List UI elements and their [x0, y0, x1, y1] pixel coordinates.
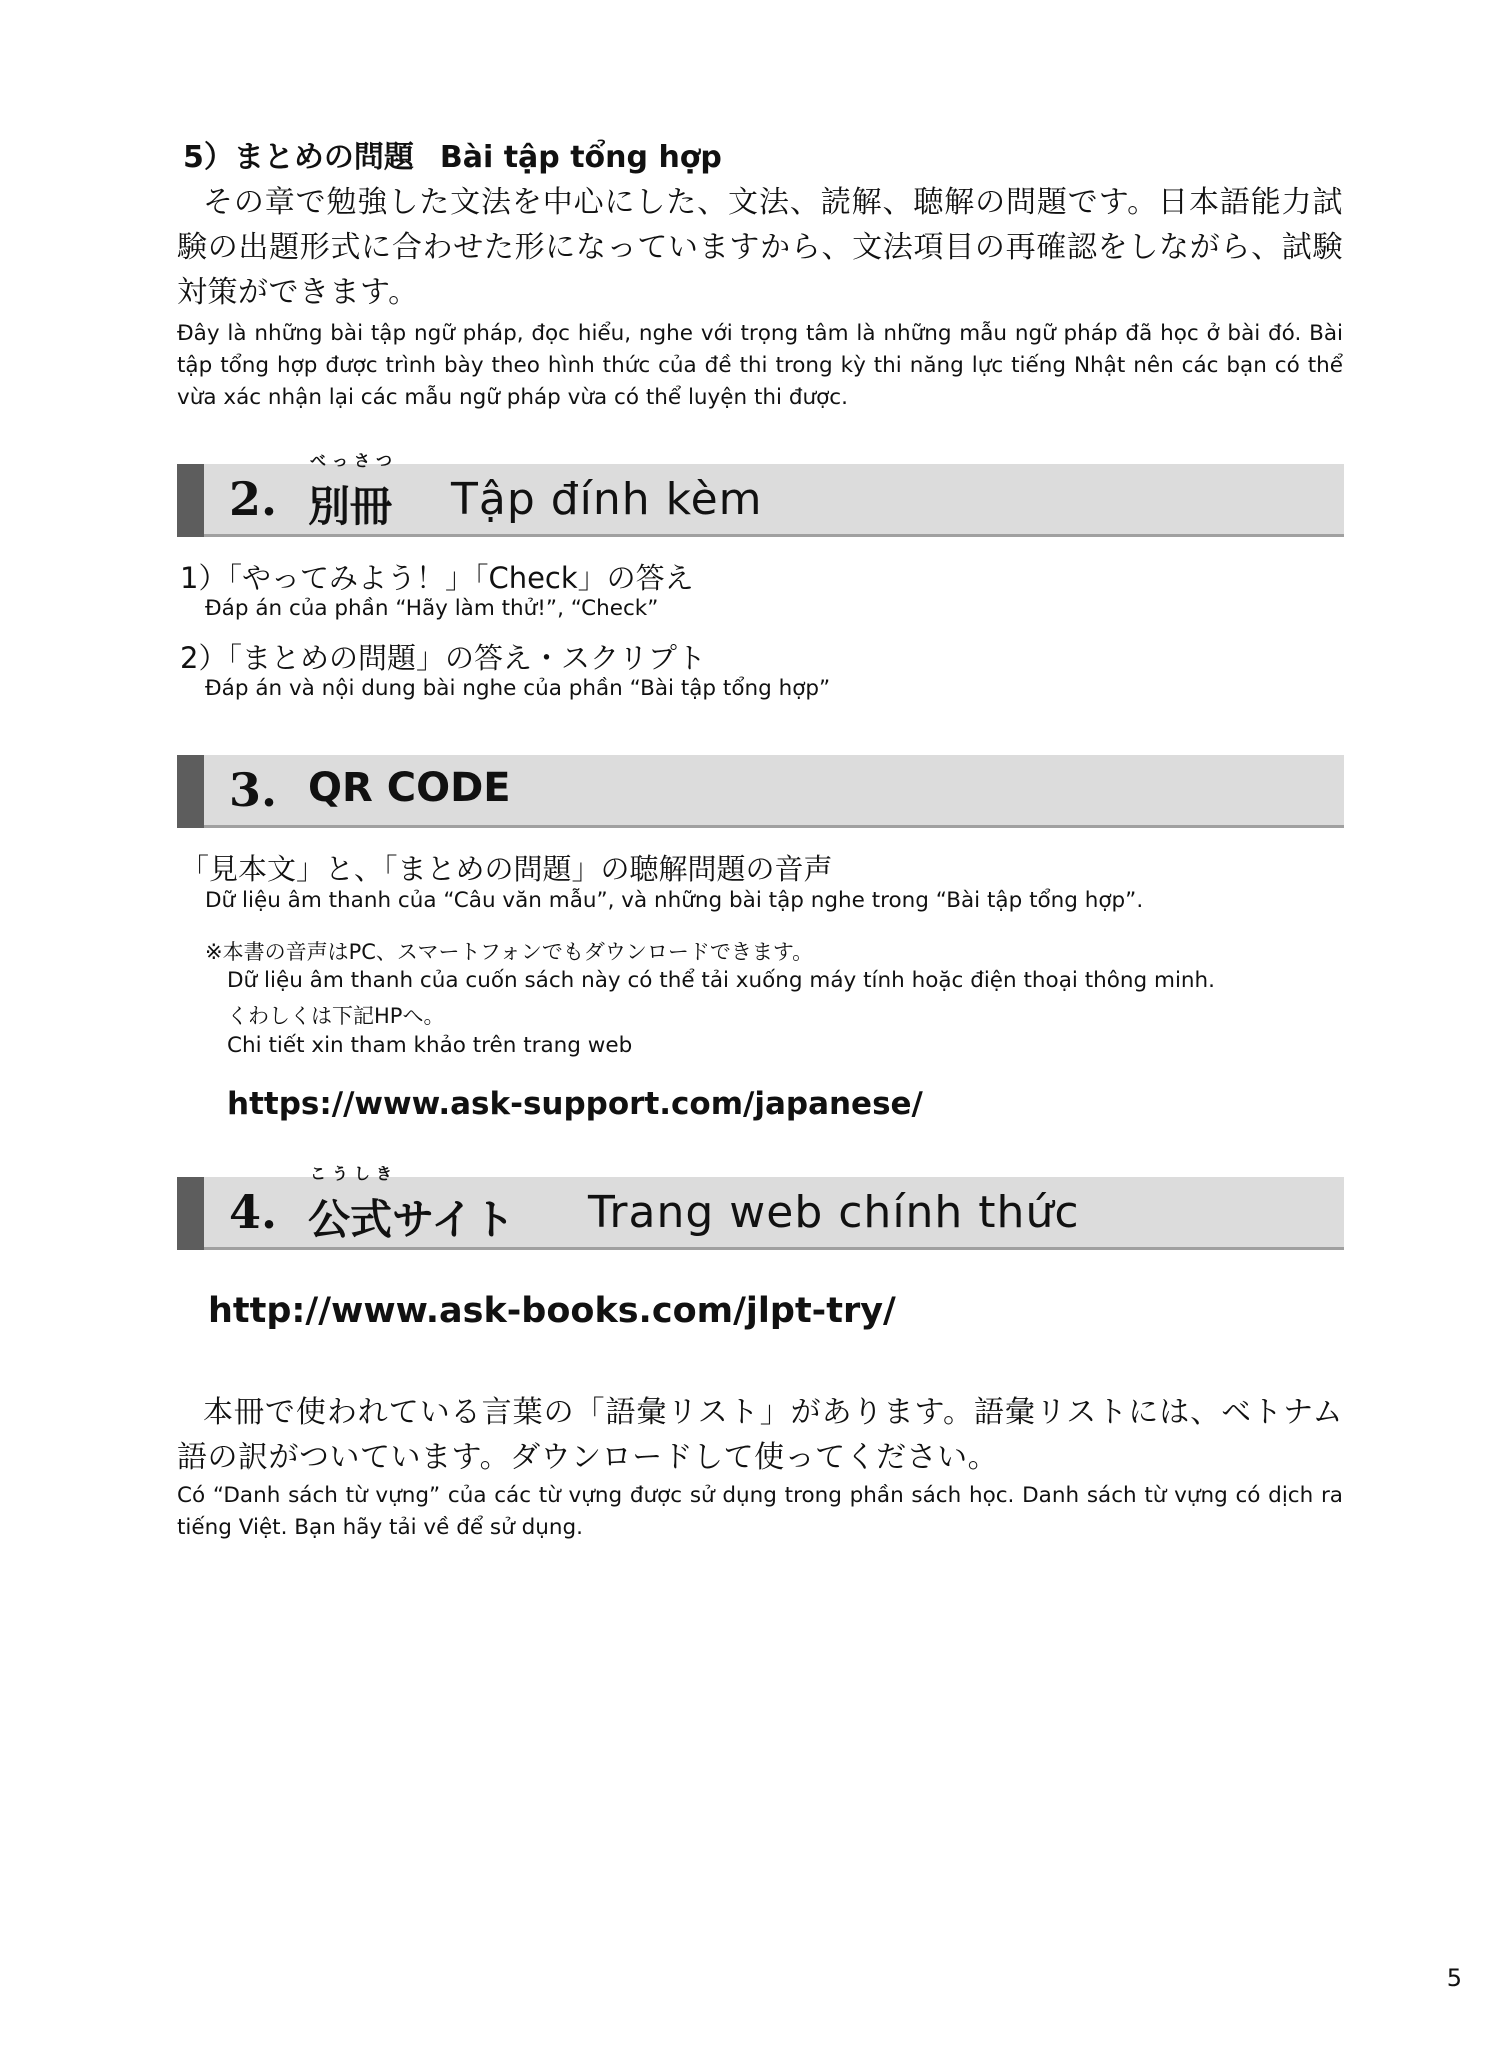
vi-paragraph-2: Có “Danh sách từ vựng” của các từ vựng được sử dụng trong phần sách học. Danh sách từ vựng có dịch ra tiếng Việt. Bạn hãy tải về để sử dụng.: [177, 1483, 1343, 1540]
detail-vi: Chi tiết xin tham khảo trên trang web: [227, 1033, 633, 1058]
list-item-jp: 1）「やってみよう！」「Check」の答え: [180, 561, 694, 595]
list-item-vi: Đáp án của phần “Hãy làm thử!”, “Check”: [205, 596, 659, 621]
jp-paragraph-1: その章で勉強した文法を中心にした、文法、読解、聴解の問題です。日本語能力試験の出題形式に合わせた形になっていますから、文法項目の再確認をしながら、試験対策ができます。: [177, 185, 1343, 310]
section-accent: [177, 1177, 204, 1250]
qr-line-jp: 「見本文」と、「まとめの問題」の聴解問題の音声: [180, 852, 833, 886]
subsection-heading: [183, 132, 722, 176]
section-title-jp: 別冊: [308, 482, 393, 531]
list-item-jp: 2）「まとめの問題」の答え・スクリプト: [180, 641, 706, 675]
section-header-2: [177, 451, 1344, 537]
section-accent: [177, 464, 204, 537]
section-title-vi: Trang web chính thức: [588, 1187, 1080, 1238]
section-ruby: べっさつ: [310, 451, 399, 470]
section-title-jp: 公式サイト: [308, 1195, 516, 1244]
note-jp: ※本書の音声はPC、スマートフォンでもダウンロードできます。: [205, 940, 814, 964]
jp-paragraph-2: 本冊で使われている言葉の「語彙リスト」があります。語彙リストには、ベトナム語の訳がついています。ダウンロードして使ってください。: [177, 1395, 1343, 1475]
section-header-4: [177, 1164, 1344, 1250]
section-number: 2.: [229, 472, 278, 526]
section-header-3: [177, 755, 1344, 828]
section-number: 4.: [229, 1185, 278, 1239]
page-number: 5: [1446, 1964, 1462, 1992]
section-title-vi: Tập đính kèm: [451, 474, 763, 525]
official-url-link[interactable]: http://www.ask-books.com/jlpt-try/: [208, 1291, 896, 1331]
support-url-link[interactable]: https://www.ask-support.com/japanese/: [227, 1086, 923, 1122]
detail-jp: くわしくは下記HPへ。: [227, 1004, 445, 1028]
vi-paragraph-1: Đây là những bài tập ngữ pháp, đọc hiểu, nghe với trọng tâm là những mẫu ngữ pháp đã học ở bài đó. Bài tập tổng hợp được trình bày theo hình thức của đề thi trong kỳ thi năng lực tiếng Nhật nên các bạn có thể vừa xác nhận lại các mẫu ngữ pháp vừa có thể luyện thi được.: [177, 321, 1343, 410]
section-title: QR CODE: [308, 765, 511, 811]
subsection-heading-jp: 5）まとめの問題: [183, 140, 414, 175]
list-item-vi: Đáp án và nội dung bài nghe của phần “Bài tập tổng hợp”: [205, 676, 831, 701]
section-number: 3.: [229, 763, 278, 817]
section-ruby: こうしき: [310, 1164, 399, 1183]
note-vi: Dữ liệu âm thanh của cuốn sách này có thể tải xuống máy tính hoặc điện thoại thông minh.: [227, 968, 1216, 993]
section-accent: [177, 755, 204, 828]
subsection-heading-vi: Bài tập tổng hợp: [439, 140, 722, 175]
qr-line-vi: Dữ liệu âm thanh của “Câu văn mẫu”, và những bài tập nghe trong “Bài tập tổng hợp”.: [205, 888, 1144, 913]
